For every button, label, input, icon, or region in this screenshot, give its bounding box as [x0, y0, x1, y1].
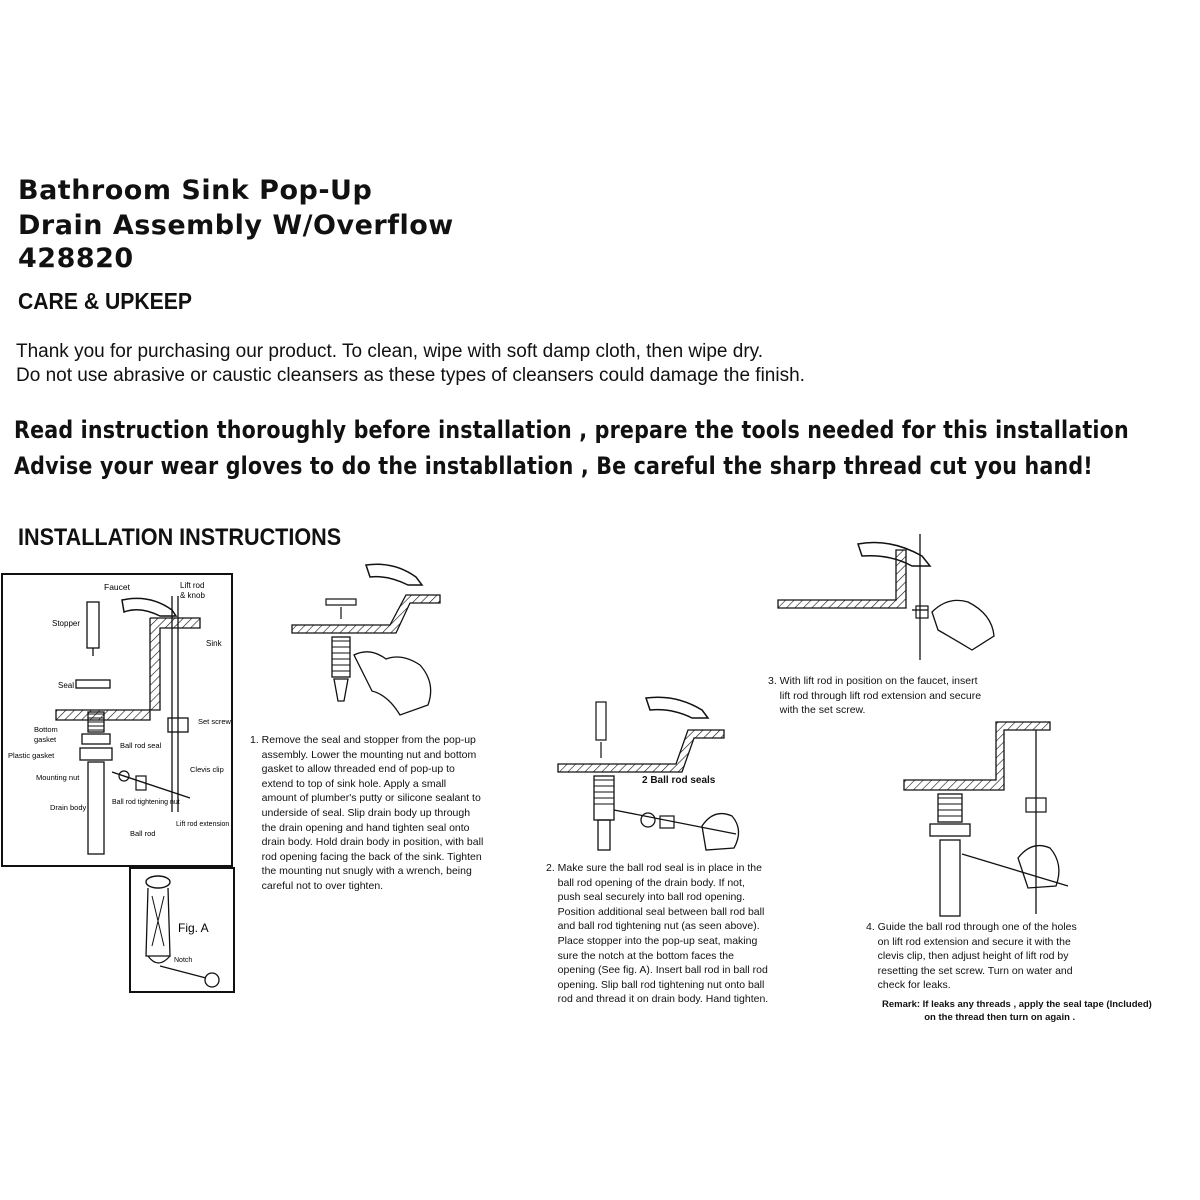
care-line-2: Do not use abrasive or caustic cleansers as these types of cleansers could damage the finish.: [16, 365, 805, 386]
svg-text:Ball rod: Ball rod: [130, 829, 156, 838]
step4-illustration: [900, 718, 1070, 918]
svg-text:Notch: Notch: [174, 957, 193, 964]
care-line-1: Thank you for purchasing our product. To clean, wipe with soft damp cloth, then wipe dry.: [16, 341, 764, 362]
installation-heading: INSTALLATION INSTRUCTIONS: [18, 524, 342, 551]
svg-text:Lift rod extension: Lift rod extension: [176, 821, 230, 828]
svg-text:Bottom: Bottom: [34, 725, 58, 734]
svg-text:Lift rod: Lift rod: [180, 581, 205, 590]
step4-text: 4. Guide the ball rod through one of the holes on lift rod extension and secure it with the clevis clip, then adjust height of lift rod by resetting the set screw. Turn on water and check for leaks.: [866, 921, 1077, 992]
svg-text:Plastic gasket: Plastic gasket: [8, 751, 55, 760]
svg-text:Clevis clip: Clevis clip: [190, 765, 224, 774]
fig-a-label: Fig. A: [178, 921, 209, 935]
fig-a-diagram: [128, 866, 236, 994]
svg-text:Stopper: Stopper: [52, 619, 81, 628]
label-faucet: Faucet: [104, 582, 130, 592]
parts-diagram: [0, 572, 236, 868]
step2-seals-label: 2 Ball rod seals: [642, 775, 716, 786]
svg-text:Drain body: Drain body: [50, 803, 87, 812]
page-title-line2: Drain Assembly W/Overflow: [18, 210, 454, 241]
remark-text: Remark: If leaks any threads , apply the seal tape (Included) on the thread then turn on again .: [882, 999, 1152, 1023]
model-number: 428820: [18, 243, 134, 274]
step2-text: 2. Make sure the ball rod seal is in place in the ball rod opening of the drain body. If not, push seal securely into ball rod opening. Position additional seal between ball rod ball and ball rod tightening nut (as seen above). Place stopper into the pop-up seat, making sure the notch at the bottom faces the opening (See fig. A). Insert ball rod in ball rod opening. Slip ball rod tightening nut onto ball rod and thread it on drain body. Hand tighten.: [546, 862, 769, 1006]
svg-text:Ball rod seal: Ball rod seal: [120, 741, 162, 750]
warning-line-2: Advise your wear gloves to do the instabllation , Be careful the sharp thread cut you hand!: [14, 452, 1093, 480]
svg-text:& knob: & knob: [180, 591, 205, 600]
svg-text:Set screw: Set screw: [198, 717, 231, 726]
svg-text:Sink: Sink: [206, 639, 222, 648]
step1-illustration: [290, 555, 450, 730]
svg-text:Mounting nut: Mounting nut: [36, 773, 80, 782]
svg-text:Seal: Seal: [58, 681, 75, 690]
warning-line-1: Read instruction thoroughly before installation , prepare the tools needed for this installation: [14, 416, 1129, 444]
step3-text: 3. With lift rod in position on the faucet, insert lift rod through lift rod extension and secure with the set screw.: [768, 675, 982, 717]
step3-illustration: [772, 520, 1002, 670]
step1-text: 1. Remove the seal and stopper from the pop-up assembly. Lower the mounting nut and bottom gasket to allow threaded end of pop-up to extend to top of sink hole. Apply a small amount of plumber's putty or silicone sealant to underside of seal. Slip drain body up through the drain opening and hand tighten seal onto drain body. Hold drain body in position, with ball rod opening facing the back of the sink. Tighten the mounting nut snugly with a wrench, being careful not to over tighten.: [250, 734, 484, 892]
care-heading: CARE & UPKEEP: [18, 288, 193, 314]
svg-text:Ball rod tightening nut: Ball rod tightening nut: [112, 799, 180, 806]
page-title-line1: Bathroom Sink Pop-Up: [18, 175, 373, 206]
svg-text:gasket: gasket: [34, 735, 57, 744]
care-text: [16, 340, 805, 388]
